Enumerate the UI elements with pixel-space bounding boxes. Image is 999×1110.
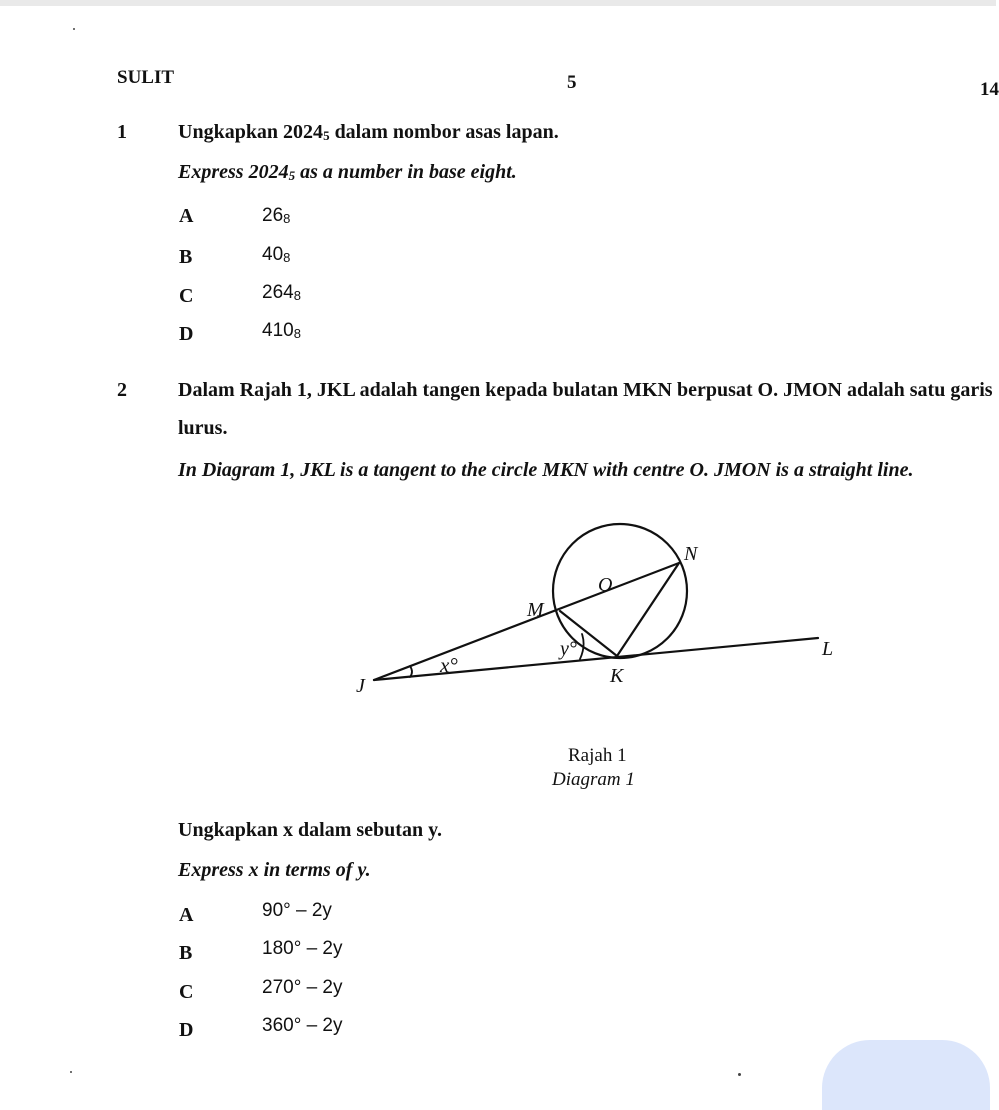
question-2-stem-malay-line2: lurus. — [178, 417, 228, 439]
page-number: 5 — [567, 72, 577, 93]
q2-option-d-letter: D — [179, 1019, 194, 1041]
q2-option-a-value[interactable]: 90° – 2y — [262, 900, 332, 921]
question-2-stem-malay-line1: Dalam Rajah 1, JKL adalah tangen kepada bulatan MKN berpusat O. JMON adalah satu garis — [178, 379, 993, 401]
diagram-caption-english: Diagram 1 — [552, 769, 635, 790]
q1-stem-ms-base: 5 — [323, 128, 330, 143]
overlay-button-shape[interactable] — [822, 1040, 990, 1110]
question-2-stem-english: In Diagram 1, JKL is a tangent to the circle MKN with centre O. JMON is a straight line. — [178, 459, 914, 481]
q1-stem-en-pre: Express 2024 — [178, 161, 289, 183]
label-j: J — [356, 675, 365, 697]
q1-stem-en-base: 5 — [288, 168, 296, 183]
line-jmon — [374, 563, 679, 680]
q2-option-c-letter: C — [179, 981, 194, 1003]
label-angle-y: y° — [560, 638, 577, 660]
question-2-ask-english: Express x in terms of y. — [178, 859, 371, 881]
question-2-number: 2 — [117, 379, 127, 401]
q1-option-c-digits: 264 — [262, 282, 294, 303]
q1-option-a-letter: A — [179, 205, 194, 227]
q2-option-c-value[interactable]: 270° – 2y — [262, 977, 343, 998]
scan-speck — [73, 28, 75, 30]
label-l: L — [822, 638, 834, 660]
q2-option-d-value[interactable]: 360° – 2y — [262, 1015, 343, 1036]
angle-x-arc — [410, 666, 412, 677]
label-m: M — [527, 599, 544, 621]
header-right-number: 14 — [980, 79, 999, 100]
q1-stem-ms-pre: Ungkapkan 2024 — [178, 121, 324, 143]
q1-option-d-base: 8 — [293, 326, 301, 341]
q1-option-b-digits: 40 — [262, 244, 284, 265]
q1-option-d-letter: D — [179, 323, 194, 345]
q2-option-a-letter: A — [179, 904, 194, 926]
scan-speck — [738, 1073, 741, 1076]
question-1-number: 1 — [117, 121, 127, 143]
chord-nk — [617, 563, 679, 656]
q1-option-a-base: 8 — [283, 211, 291, 226]
q2-option-b-letter: B — [179, 942, 193, 964]
q1-option-b-base: 8 — [283, 250, 291, 265]
q1-stem-en-post: as a number in base eight. — [295, 161, 517, 183]
label-angle-x: x° — [440, 653, 458, 677]
header-sulit: SULIT — [117, 67, 175, 88]
q1-option-a-digits: 26 — [262, 205, 284, 226]
q1-option-d-digits: 410 — [262, 320, 294, 341]
label-k: K — [610, 665, 624, 687]
scan-speck — [70, 1071, 72, 1073]
q2-option-b-value[interactable]: 180° – 2y — [262, 938, 343, 959]
label-o: O — [598, 574, 613, 596]
q1-option-c-base: 8 — [293, 288, 301, 303]
q1-option-c-letter: C — [179, 285, 194, 307]
q1-option-b-letter: B — [179, 246, 193, 268]
q1-stem-ms-post: dalam nombor asas lapan. — [329, 121, 559, 143]
diagram-caption-malay: Rajah 1 — [568, 745, 627, 766]
label-n: N — [684, 543, 698, 565]
question-2-ask-malay: Ungkapkan x dalam sebutan y. — [178, 819, 442, 841]
